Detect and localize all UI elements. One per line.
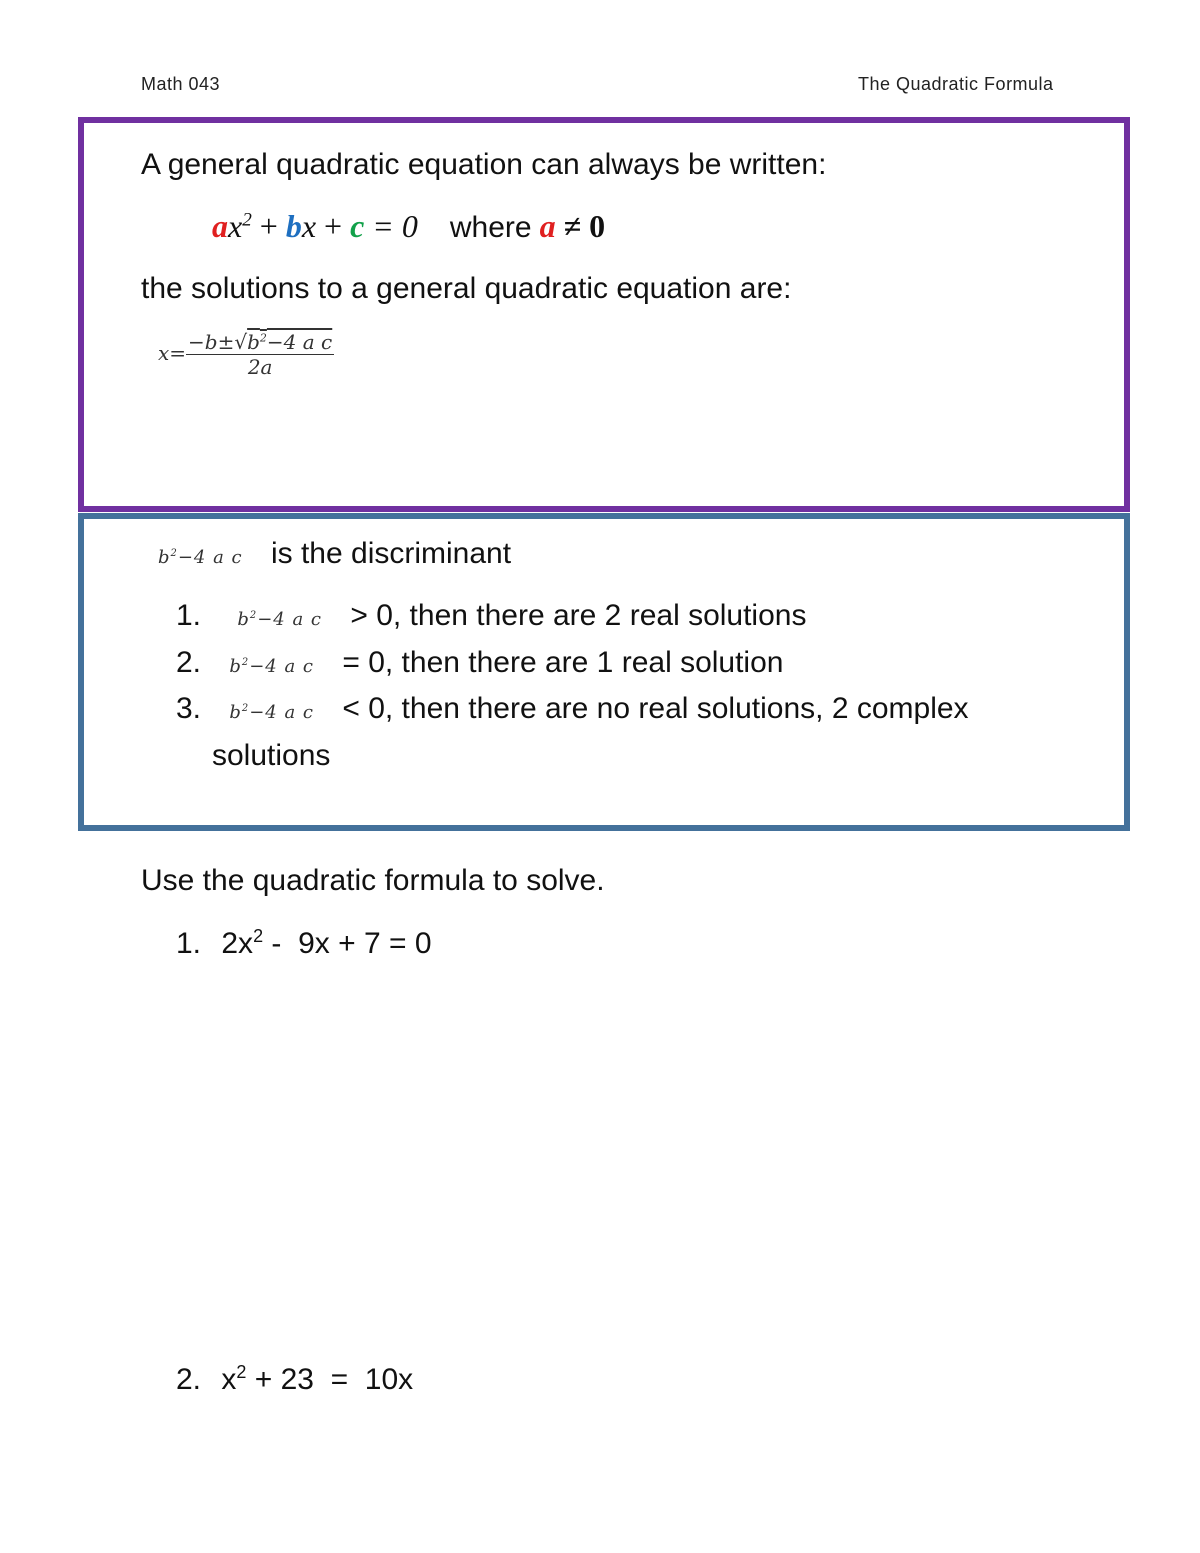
coef-a-condition: a [539, 208, 556, 244]
case-3-text: < 0, then there are no real solutions, 2 complex [342, 692, 969, 725]
case-1-exp: 2 [249, 610, 258, 621]
case-3-expr [229, 702, 314, 723]
formula-rad-b: b [247, 330, 260, 354]
case-3-b: b [229, 702, 242, 723]
problem-2 [176, 1362, 413, 1397]
plus-1: + [251, 208, 286, 244]
problem-1-number: 1. [176, 927, 202, 960]
formula-rad-exp: 2 [259, 331, 267, 345]
case-3-continuation: solutions [212, 739, 331, 772]
practice-instruction: Use the quadratic formula to solve. [141, 864, 605, 897]
formula-denominator: 2a [247, 355, 273, 379]
general-equation [212, 208, 605, 245]
case-1-rest: −4 a c [257, 609, 322, 630]
case-3-number: 3. [176, 692, 202, 725]
formula-rad-rest: −4 a c [266, 330, 333, 354]
header-course: Math 043 [141, 74, 221, 94]
problem-2-number: 2. [176, 1363, 202, 1396]
case-3-rest: −4 a c [249, 702, 314, 723]
formula-fraction [186, 330, 334, 379]
var-x2: x [228, 208, 243, 244]
case-1-expr [237, 609, 322, 630]
problem-1-pre: 2x [221, 927, 254, 960]
intro-text: A general quadratic equation can always be written: [141, 148, 827, 181]
problem-2-exp: 2 [236, 1362, 247, 1382]
case-1-text: > 0, then there are 2 real solutions [350, 599, 807, 632]
disc-b: b [158, 547, 171, 568]
problem-1-post: - 9x + 7 = 0 [263, 927, 432, 960]
formula-numerator [186, 330, 334, 355]
formula-num-pre: −b±√ [188, 330, 248, 354]
disc-expr [158, 547, 243, 568]
header-title: The Quadratic Formula [858, 74, 1054, 94]
disc-case-2 [176, 646, 783, 680]
problem-2-pre: x [221, 1363, 237, 1396]
case-2-b: b [229, 656, 242, 677]
case-2-rest: −4 a c [249, 656, 314, 677]
case-2-number: 2. [176, 646, 202, 679]
where-word: where [449, 211, 532, 244]
case-3-exp: 2 [241, 703, 250, 714]
coef-b: b [285, 208, 302, 244]
disc-exp: 2 [170, 548, 178, 559]
quadratic-formula [158, 330, 334, 379]
solutions-text: the solutions to a general quadratic equation are: [141, 272, 792, 305]
case-1-number: 1. [176, 599, 202, 632]
plus-2: + [316, 208, 351, 244]
case-2-expr [229, 656, 314, 677]
equals-zero: = 0 [364, 208, 418, 244]
var-x: x [301, 208, 317, 244]
coef-c: c [350, 208, 365, 244]
exp-2: 2 [242, 209, 252, 231]
case-2-text: = 0, then there are 1 real solution [342, 646, 784, 679]
problem-1-exp: 2 [253, 926, 264, 946]
disc-case-3 [176, 692, 969, 726]
case-2-exp: 2 [241, 657, 250, 668]
coef-a: a [212, 208, 228, 244]
not-equal-zero: ≠ 0 [563, 208, 606, 244]
disc-rest: −4 a c [177, 547, 243, 568]
disc-label: is the discriminant [270, 537, 512, 570]
disc-case-1 [176, 599, 806, 633]
formula-radicand [247, 330, 332, 354]
problem-1 [176, 926, 432, 961]
problem-2-post: + 23 = 10x [246, 1363, 414, 1396]
case-1-b: b [237, 609, 250, 630]
discriminant-heading [158, 537, 511, 571]
formula-lhs: x= [158, 341, 187, 365]
